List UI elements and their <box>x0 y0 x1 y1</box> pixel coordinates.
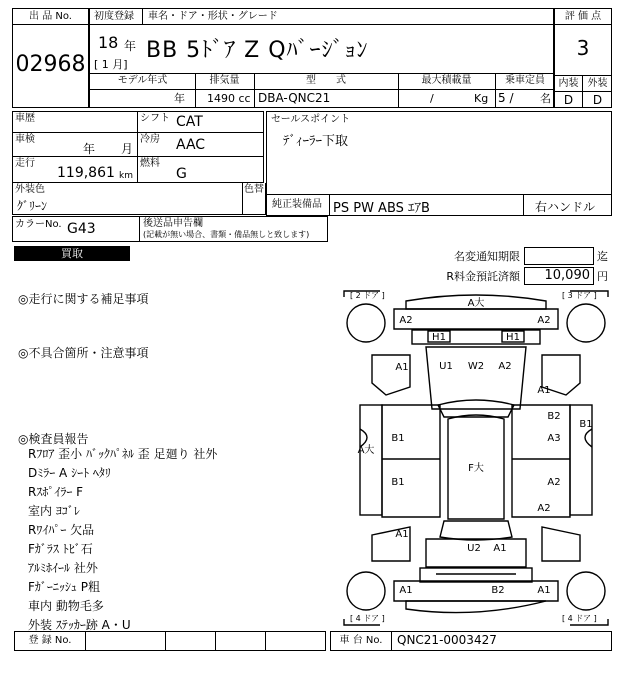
exterior-color-value: ｸﾞﾘｰﾝ <box>17 199 48 213</box>
mark-rear-a1-left: A1 <box>399 585 413 596</box>
defect-notes-title: ◎不具合箇所・注意事項 <box>18 346 149 360</box>
mark-rear-a1-right: A1 <box>537 585 551 596</box>
mark-roof: F大 <box>468 463 484 474</box>
mark-fender-left: A1 <box>395 362 409 373</box>
score-value: 3 <box>555 25 611 76</box>
mark-b1-right-edge: B1 <box>579 419 593 430</box>
name-change-unit: 迄 <box>597 250 608 263</box>
inspector-line: Rﾌﾛｱ 歪小 ﾊﾞｯｸﾊﾟﾈﾙ 歪 足廻り 社外 <box>28 447 218 461</box>
first-registration-month: [ 1 月] <box>94 58 128 71</box>
shift-label: シフト <box>140 113 170 124</box>
color-no-box <box>12 216 328 242</box>
mark-u2: U2 <box>467 543 481 554</box>
capacity-unit: 名 <box>540 92 551 105</box>
inspector-line: Rﾜｲﾊﾟｰ 欠品 <box>28 523 95 537</box>
spec-row <box>89 74 554 108</box>
sales-point-box <box>266 111 612 195</box>
displacement-label: 排気量 <box>209 75 240 86</box>
driving-notes-title: ◎走行に関する補足事項 <box>18 292 149 306</box>
mark-a1-left-rear: A1 <box>395 529 409 540</box>
recycle-label: R料金預託済額 <box>446 270 520 283</box>
history-label: 車歴 <box>15 113 35 124</box>
mark-hood-a2: A2 <box>498 361 512 372</box>
chassis-no-label: 車 台 No. <box>339 635 383 646</box>
genuine-equipment-value: PS PW ABS ｴｱB <box>333 201 430 216</box>
ac-value: AAC <box>176 137 206 153</box>
score-label: 評 価 点 <box>555 9 611 25</box>
mark-b1-left-lower: B1 <box>391 477 405 488</box>
mark-u1: U1 <box>439 361 453 372</box>
history-box <box>12 111 138 183</box>
mark-front-bumper: A大 <box>467 298 485 309</box>
score-box <box>554 8 612 108</box>
mark-b2-right-upper: B2 <box>547 411 561 422</box>
mark-front-a2-right: A2 <box>537 315 551 326</box>
registration-no-label: 登 録 No. <box>28 635 72 646</box>
interior-grade: D <box>555 92 583 108</box>
fuel-value: G <box>176 166 187 182</box>
car-damage-diagram <box>340 287 612 629</box>
purchase-tag: 買取 <box>14 246 130 261</box>
door-count-bottom-right: [ 4 ドア ] <box>562 614 597 623</box>
name-change-label: 名変通知期限 <box>454 250 520 263</box>
color-no-value: G43 <box>67 221 96 237</box>
chassis-no-box <box>330 631 612 651</box>
inspection-label: 車検 <box>15 134 35 145</box>
inspector-line: Dﾐﾗｰ A ｼｰﾄ ﾍﾀﾘ <box>28 466 111 480</box>
inspection-year-unit: 年 <box>83 142 96 156</box>
steering-value: 右ハンドル <box>535 200 596 214</box>
genuine-equipment-label: 純正装備品 <box>272 199 322 210</box>
fuel-label: 燃料 <box>140 158 160 169</box>
ac-label: 冷房 <box>140 134 160 145</box>
shift-box <box>138 111 264 183</box>
door-count-top-right: [ 3 ドア ] <box>562 291 597 300</box>
mark-a3-right: A3 <box>547 433 561 444</box>
inspector-report-lines <box>28 445 217 635</box>
recolor-label: 色替 <box>244 184 264 195</box>
lot-number-value: 02968 <box>15 52 86 77</box>
door-count-bottom-left: [ 4 ドア ] <box>350 614 385 623</box>
exterior-color-box <box>12 183 266 215</box>
vehicle-name-box <box>89 8 554 74</box>
sales-point-value: ﾃﾞｨｰﾗｰ下取 <box>283 134 349 149</box>
max-load-value: / <box>430 92 434 105</box>
inspector-line: 室内 ﾖｺﾞﾚ <box>28 504 80 518</box>
mark-w2: W2 <box>467 361 485 372</box>
mark-h1-right: H1 <box>506 332 520 343</box>
exterior-grade: D <box>592 93 603 107</box>
mark-rear-b2: B2 <box>491 585 505 596</box>
first-registration-label: 初度登録 <box>94 11 134 22</box>
registration-no-box <box>14 631 326 651</box>
exterior-label: 外装 <box>583 76 612 92</box>
sales-point-label: セールスポイント <box>271 114 351 125</box>
interior-label: 内装 <box>555 76 583 92</box>
shift-value: CAT <box>176 114 203 130</box>
door-count-top-left: [ 2 ドア ] <box>350 291 385 300</box>
post-document-label: 後送品申告欄 <box>143 218 203 229</box>
type-value: DBA-QNC21 <box>258 91 331 105</box>
inspector-line: Fｶﾞｰﾆｯｼｭ P粗 <box>28 580 100 594</box>
car-name: BB 5ﾄﾞｱ Z Qﾊﾞｰｼﾞｮﾝ <box>146 38 369 63</box>
mileage-label: 走行 <box>15 158 35 169</box>
model-year-unit: 年 <box>174 92 185 105</box>
max-load-unit: Kg <box>474 92 489 105</box>
displacement-value: 1490 cc <box>207 92 251 105</box>
year-unit: 年 <box>124 39 137 53</box>
mark-b1-left-upper: B1 <box>391 433 405 444</box>
type-label: 型 式 <box>306 75 346 86</box>
name-change-deadline <box>524 247 594 265</box>
inspector-line: 車内 動物毛多 <box>28 599 104 613</box>
model-year-label: モデル年式 <box>117 75 168 86</box>
genuine-equipment-box <box>266 195 612 216</box>
first-registration-year: 18 <box>98 33 119 52</box>
lot-number-label: 出 品 No. <box>13 9 88 25</box>
lot-number-cell <box>12 8 89 108</box>
mileage-unit: km <box>119 171 133 181</box>
inspector-line: 外装 ｽﾃｯｶｰ跡 A・U <box>28 618 131 632</box>
model-name-label: 車名・ドア・形状・グレード <box>148 11 278 22</box>
mark-fender-right: A1 <box>537 385 551 396</box>
mileage-value: 119,861 <box>57 165 115 181</box>
inspector-report-title: ◎検査員報告 <box>18 432 89 446</box>
exterior-color-label: 外装色 <box>15 184 45 195</box>
inspector-line: ｱﾙﾐﾎｲｰﾙ 社外 <box>28 561 98 575</box>
mark-front-a2-left: A2 <box>399 315 413 326</box>
mark-a2-right-rear: A2 <box>537 503 551 514</box>
mark-side-left: A大 <box>357 445 375 456</box>
inspector-line: Fｶﾞﾗｽ ﾄﾋﾞ石 <box>28 542 93 556</box>
recycle-value: 10,090 <box>544 268 590 283</box>
chassis-no-value: QNC21-0003427 <box>397 633 497 647</box>
post-document-note: (記載が無い場合、書類・備品無しと致します) <box>143 230 310 239</box>
mark-a2-right-lower: A2 <box>547 477 561 488</box>
mark-h1-left: H1 <box>432 332 446 343</box>
mark-a1-tail: A1 <box>493 543 507 554</box>
inspection-month-unit: 月 <box>121 142 134 156</box>
max-load-label: 最大積載量 <box>421 75 472 86</box>
color-no-label: カラーNo. <box>15 219 62 230</box>
inspector-line: Rｽﾎﾟｲﾗｰ F <box>28 485 84 499</box>
capacity-label: 乗車定員 <box>505 75 545 86</box>
recycle-unit: 円 <box>597 270 608 283</box>
capacity-value: 5 / <box>498 91 514 105</box>
